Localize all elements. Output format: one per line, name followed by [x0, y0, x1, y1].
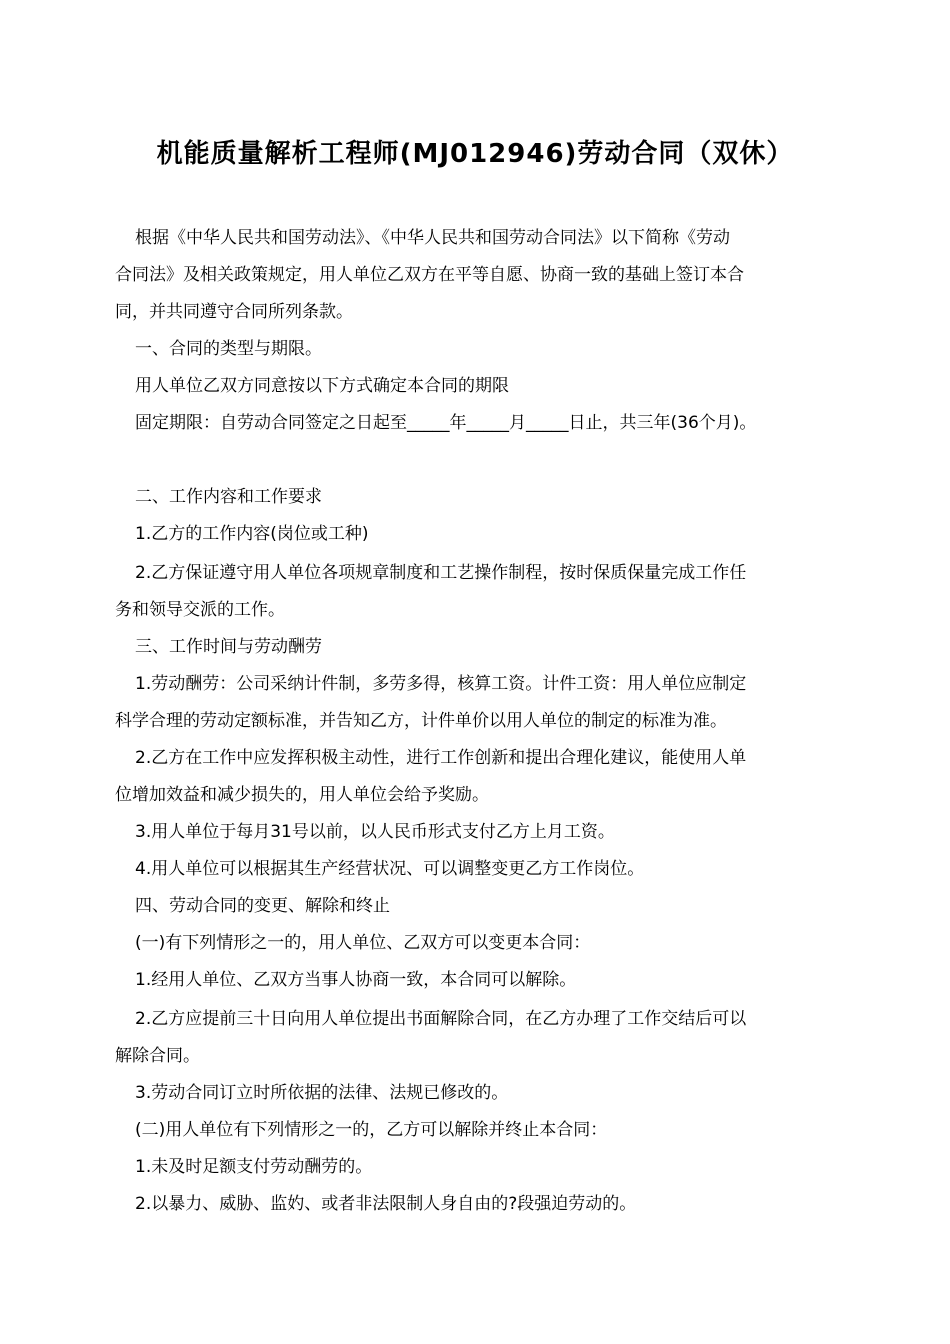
list-item: 2.乙方在工作中应发挥积极主动性，进行工作创新和提出合理化建议，能使用人单 [135, 748, 747, 768]
paragraph-line: 务和领导交派的工作。 [115, 600, 285, 620]
list-item: 3.用人单位于每月31号以前，以人民币形式支付乙方上月工资。 [135, 822, 615, 842]
list-item: 1.经用人单位、乙双方当事人协商一致，本合同可以解除。 [135, 970, 577, 990]
list-item: 3.劳动合同订立时所依据的法律、法规已修改的。 [135, 1083, 509, 1103]
paragraph-line: 固定期限：自劳动合同签定之日起至_____年_____月_____日止，共三年(36个月)。 [135, 413, 757, 433]
section-heading: 二、工作内容和工作要求 [135, 487, 322, 507]
section-heading: 三、工作时间与劳动酬劳 [135, 637, 322, 657]
list-item: 2.以暴力、威胁、监妁、或者非法限制人身自由的?段强迫劳动的。 [135, 1194, 637, 1214]
paragraph-line: 解除合同。 [115, 1046, 200, 1066]
paragraph-line: 科学合理的劳动定额标准，并告知乙方，计件单价以用人单位的制定的标准为准。 [115, 711, 727, 731]
list-item: 1.未及时足额支付劳动酬劳的。 [135, 1157, 373, 1177]
paragraph-line: 同，并共同遵守合同所列条款。 [115, 302, 353, 322]
paragraph-line: 用人单位乙双方同意按以下方式确定本合同的期限 [135, 376, 509, 396]
list-item: 1.劳动酬劳：公司采纳计件制，多劳多得，核算工资。计件工资：用人单位应制定 [135, 674, 747, 694]
list-item: 4.用人单位可以根据其生产经营状况、可以调整变更乙方工作岗位。 [135, 859, 645, 879]
list-item: 2.乙方保证遵守用人单位各项规章制度和工艺操作制程，按时保质保量完成工作任 [135, 563, 747, 583]
list-item: 1.乙方的工作内容(岗位或工种) [135, 524, 369, 544]
list-item: 2.乙方应提前三十日向用人单位提出书面解除合同，在乙方办理了工作交结后可以 [135, 1009, 747, 1029]
section-heading: 四、劳动合同的变更、解除和终止 [135, 896, 390, 916]
subsection-heading: (二)用人单位有下列情形之一的，乙方可以解除并终止本合同： [135, 1120, 608, 1140]
section-heading: 一、合同的类型与期限。 [135, 339, 322, 359]
paragraph-line: 合同法》及相关政策规定，用人单位乙双方在平等自愿、协商一致的基础上签订本合 [115, 265, 744, 285]
paragraph-line: 根据《中华人民共和国劳动法》、《中华人民共和国劳动合同法》以下简称《劳动 [135, 228, 730, 248]
document-title: 机能质量解析工程师(MJ012946)劳动合同（双休） [156, 139, 794, 169]
paragraph-line: 位增加效益和减少损失的，用人单位会给予奖励。 [115, 785, 489, 805]
subsection-heading: (一)有下列情形之一的，用人单位、乙双方可以变更本合同： [135, 933, 591, 953]
